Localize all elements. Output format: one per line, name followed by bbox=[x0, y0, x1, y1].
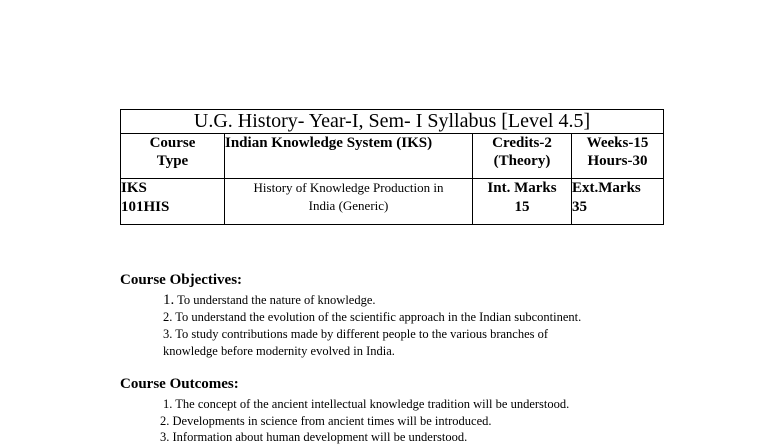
objective-text: To study contributions made by different people to the various branches of bbox=[175, 327, 549, 341]
table-title-row bbox=[121, 110, 664, 134]
outcome-number: 2. bbox=[160, 414, 170, 428]
outcome-item bbox=[160, 414, 492, 429]
system-header: Indian Knowledge System (IKS) bbox=[225, 134, 473, 179]
outcome-number: 3. bbox=[160, 430, 170, 444]
course-type-header-line2: Type bbox=[156, 153, 189, 169]
objective-number: 1. bbox=[163, 292, 175, 308]
weeks-header-line1: Weeks-15 bbox=[586, 135, 649, 151]
table-header-row bbox=[121, 134, 664, 179]
objective-text: knowledge before modernity evolved in India. bbox=[163, 344, 395, 358]
objective-item bbox=[163, 327, 548, 342]
objectives-heading: Course Objectives: bbox=[120, 272, 243, 288]
objective-text: To understand the nature of knowledge. bbox=[177, 293, 376, 307]
external-marks-cell bbox=[572, 179, 664, 225]
outcome-text: The concept of the ancient intellectual knowledge tradition will be understood. bbox=[175, 397, 570, 411]
course-title-line2: India (Generic) bbox=[308, 198, 389, 213]
objective-item-continuation bbox=[163, 344, 395, 359]
credits-header-line2: (Theory) bbox=[493, 153, 551, 169]
external-marks-value: 35 bbox=[572, 199, 587, 215]
internal-marks-cell bbox=[473, 179, 572, 225]
outcome-item bbox=[163, 397, 569, 412]
outcome-item bbox=[160, 430, 467, 445]
outcome-text: Information about human development will be understood. bbox=[172, 430, 468, 444]
credits-header-line1: Credits-2 bbox=[492, 135, 552, 151]
objective-text: To understand the evolution of the scientific approach in the Indian subcontinent. bbox=[175, 310, 582, 324]
weeks-header bbox=[572, 134, 664, 179]
course-type-header bbox=[121, 134, 225, 179]
table-title: U.G. History- Year-I, Sem- I Syllabus [Level 4.5] bbox=[121, 110, 664, 134]
syllabus-table bbox=[120, 109, 664, 225]
course-title-line1: History of Knowledge Production in bbox=[253, 180, 444, 195]
outcome-text: Developments in science from ancient times will be introduced. bbox=[172, 414, 492, 428]
credits-header bbox=[473, 134, 572, 179]
internal-marks-label: Int. Marks bbox=[487, 180, 557, 196]
internal-marks-value: 15 bbox=[514, 199, 530, 215]
outcome-number: 1. bbox=[163, 397, 173, 411]
objective-number: 3. bbox=[163, 327, 173, 341]
objective-item bbox=[163, 292, 376, 309]
table-body-row bbox=[121, 179, 664, 225]
outcomes-heading: Course Outcomes: bbox=[120, 376, 239, 392]
course-type-header-line1: Course bbox=[149, 135, 196, 151]
course-code-cell bbox=[121, 179, 225, 225]
objective-item bbox=[163, 310, 581, 325]
course-title-cell bbox=[225, 179, 473, 225]
external-marks-label: Ext.Marks bbox=[572, 180, 641, 196]
course-code-line1: IKS bbox=[121, 180, 147, 196]
weeks-header-line2: Hours-30 bbox=[587, 153, 648, 169]
course-code-line2: 101HIS bbox=[121, 199, 170, 215]
objective-number: 2. bbox=[163, 310, 173, 324]
